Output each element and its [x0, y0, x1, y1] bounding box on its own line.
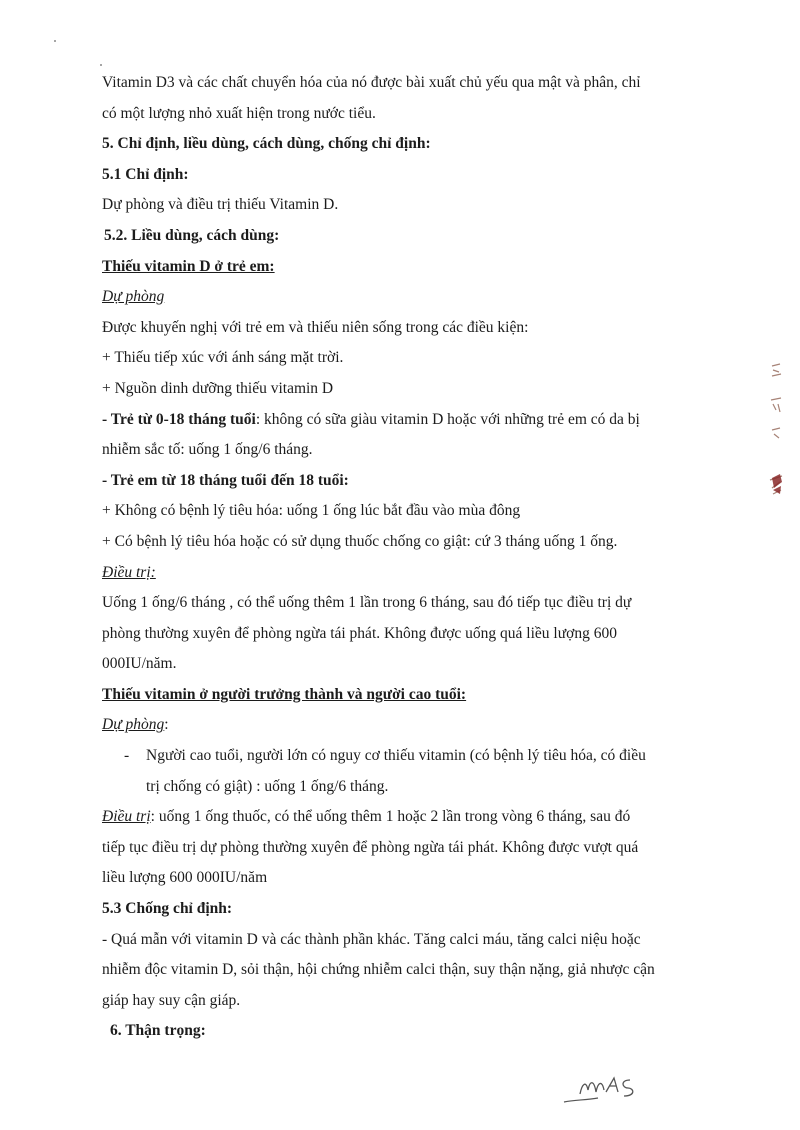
document-body: [102, 68, 742, 1047]
list-item: + Nguồn dinh dưỡng thiếu vitamin D: [102, 379, 334, 397]
paragraph-line: tiếp tục điều trị dự phòng thường xuyên để phòng ngừa tái phát. Không được vượt quá: [102, 838, 639, 856]
scan-speck: [100, 64, 102, 66]
bullet-continuation: trị chống có giật) : uống 1 ống/6 tháng.: [146, 777, 389, 795]
paragraph-line: Uống 1 ống/6 tháng , có thể uống thêm 1 lần trong 6 tháng, sau đó tiếp tục điều trị dự: [102, 594, 632, 612]
subsection-heading: 5.2. Liều dùng, cách dùng:: [104, 226, 280, 244]
paragraph-line: Vitamin D3 và các chất chuyển hóa của nó được bài xuất chủ yếu qua mật và phân, chỉ: [102, 74, 641, 91]
dosage-text: : uống 1 ống thuốc, có thể uống thêm 1 hoặc 2 lần trong vòng 6 tháng, sau đó: [150, 808, 631, 826]
topic-heading: Thiếu vitamin ở người trưởng thành và người cao tuổi:: [102, 685, 467, 703]
sub-topic-label: Dự phòng: [102, 716, 165, 734]
subsection-heading: 5.1 Chỉ định:: [102, 165, 189, 183]
paragraph-line: có một lượng nhỏ xuất hiện trong nước tiểu.: [102, 104, 376, 122]
age-group-label: - Trẻ từ 0-18 tháng tuổi: [102, 410, 256, 428]
paragraph-line: phòng thường xuyên để phòng ngừa tái phát. Không được uống quá liều lượng 600: [102, 624, 617, 642]
paragraph-line: 000IU/năm.: [102, 655, 177, 673]
list-item: + Có bệnh lý tiêu hóa hoặc có sử dụng thuốc chống co giật: cứ 3 tháng uống 1 ống.: [102, 532, 618, 550]
list-item: + Thiếu tiếp xúc với ánh sáng mặt trời.: [102, 349, 344, 367]
bullet-text: Người cao tuổi, người lớn có nguy cơ thiếu vitamin (có bệnh lý tiêu hóa, có điều: [146, 747, 646, 765]
bullet-item: [102, 741, 742, 772]
paragraph-line: liều lượng 600 000IU/năm: [102, 869, 268, 887]
age-group-heading: - Trẻ em từ 18 tháng tuổi đến 18 tuổi:: [102, 471, 349, 489]
paragraph-line: Dự phòng và điều trị thiếu Vitamin D.: [102, 196, 339, 214]
scan-speck: [54, 40, 56, 42]
section-heading: 6. Thận trọng:: [110, 1022, 206, 1040]
paragraph-line: [102, 405, 742, 436]
sub-topic-label: Điều trị:: [102, 563, 156, 581]
age-group-text: : không có sữa giàu vitamin D hoặc với những trẻ em có da bị: [255, 410, 640, 428]
subsection-heading: 5.3 Chống chỉ định:: [102, 900, 233, 918]
sub-topic-label: Điều trị: [102, 808, 151, 826]
topic-heading: Thiếu vitamin D ở trẻ em:: [102, 257, 275, 275]
paragraph-line: giáp hay suy cận giáp.: [102, 991, 241, 1009]
paragraph-line: nhiễm sắc tố: uống 1 ống/6 tháng.: [102, 441, 313, 459]
paragraph-line: - Quá mẫn với vitamin D và các thành phần khác. Tăng calci máu, tăng calci niệu hoặc: [102, 930, 641, 948]
bullet-dash: -: [124, 747, 130, 765]
paragraph-line: [102, 802, 742, 833]
section-heading: 5. Chỉ định, liều dùng, cách dùng, chống chỉ định:: [102, 135, 431, 153]
signature: [560, 1070, 660, 1110]
colon: :: [164, 716, 169, 734]
paragraph-line: Được khuyến nghị với trẻ em và thiếu niên sống trong các điều kiện:: [102, 318, 529, 336]
paragraph-line: nhiễm độc vitamin D, sỏi thận, hội chứng nhiễm calci thận, suy thận nặng, giả nhược cận: [102, 961, 655, 979]
margin-stamp: [764, 360, 788, 530]
sub-topic-label: Dự phòng: [102, 288, 165, 306]
list-item: + Không có bệnh lý tiêu hóa: uống 1 ống lúc bắt đầu vào mùa đông: [102, 502, 521, 520]
paragraph-line: [102, 710, 742, 741]
